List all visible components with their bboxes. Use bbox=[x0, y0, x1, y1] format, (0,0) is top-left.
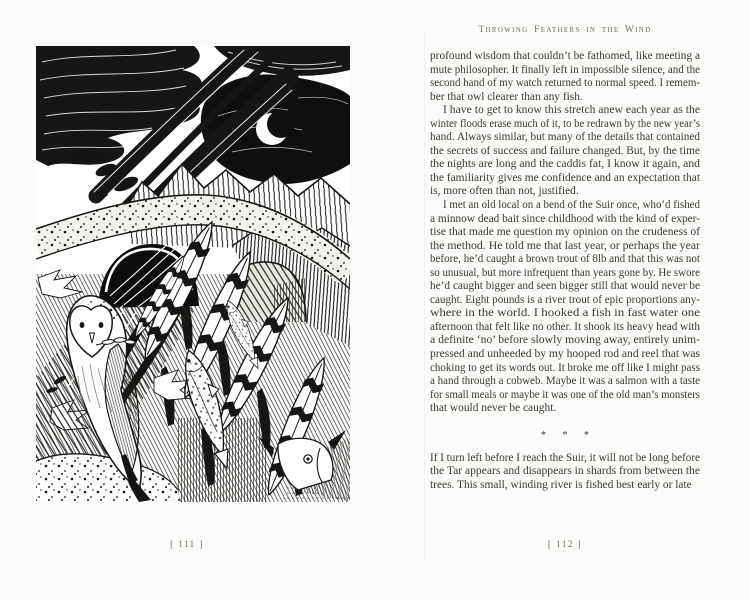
text-line: afternoon that felt like no other. It shook its heavy head with bbox=[430, 320, 700, 333]
text-line: trees. This small, winding river is fished best early or late bbox=[430, 478, 692, 491]
paragraph bbox=[430, 104, 700, 199]
text-line: the nights are long and the caddis fat, I know it again, and bbox=[430, 158, 700, 171]
text-line: before, he’d caught a brown trout of 8lb and that this was not bbox=[430, 253, 700, 266]
page-gutter bbox=[424, 30, 425, 560]
owl-eye-right bbox=[99, 322, 104, 328]
left-page-number: [ 111 ] bbox=[170, 539, 204, 549]
text-line: where in the world. I hooked a fish in fast water one bbox=[430, 307, 700, 320]
text-line: caught. Eight pounds is a river trout of epic proportions any- bbox=[430, 293, 700, 306]
left-page-illustration bbox=[36, 46, 350, 502]
text-line: a minnow dead bait since childhood with the kind of exper- bbox=[430, 212, 700, 225]
paragraph bbox=[430, 50, 700, 104]
text-line: is, more often than not, justified. bbox=[430, 185, 579, 198]
right-page-number: [ 112 ] bbox=[547, 539, 583, 549]
text-line: I met an old local on a bend of the Suir once, who’d fished bbox=[443, 199, 700, 212]
text-line: ber that owl clearer than any fish. bbox=[430, 90, 583, 103]
owl-bridge-illustration bbox=[36, 46, 350, 502]
text-line: the secrets of success and failure changed. But, by the time bbox=[430, 144, 700, 157]
text-line: a definite ‘no’ before slowly moving away, entirely unim- bbox=[430, 334, 700, 347]
text-line: winter floods erase much of it, to be redrawn by the new year’s bbox=[430, 117, 700, 130]
text-line: I have to get to know this stretch anew each year as the bbox=[443, 104, 700, 117]
text-line: he’d caught bigger and seen bigger still that would never be bbox=[430, 280, 700, 293]
text-line: the familiarity gives me confidence and an expectation that bbox=[430, 171, 700, 184]
paragraph bbox=[430, 452, 700, 493]
section-break: * * * bbox=[541, 429, 596, 441]
text-line: so unusual, but more infrequent than years gone by. He swore bbox=[430, 266, 700, 279]
text-line: the Tar appears and disappears in shards from between the bbox=[430, 465, 700, 478]
body-blocks bbox=[430, 50, 700, 492]
text-line: If I turn left before I reach the Suir, it will not be long before bbox=[430, 451, 700, 464]
text-line: that would never be caught. bbox=[430, 402, 557, 415]
text-line: hand. Always similar, but many of the details that contained bbox=[430, 131, 700, 144]
text-line: profound wisdom that couldn’t be fathomed, like meeting a bbox=[430, 50, 700, 62]
text-line: second hand of my watch returned to normal speed. I remem- bbox=[430, 77, 700, 90]
text-line: mute philosopher. It finally left in impossible silence, and the bbox=[430, 63, 700, 76]
text-line: for small meals or maybe it was one of the old man’s monsters bbox=[430, 388, 700, 401]
text-line: a hand through a cobweb. Maybe it was a salmon with a taste bbox=[430, 375, 700, 388]
body-text bbox=[430, 50, 700, 492]
owl-eye-left bbox=[80, 322, 85, 328]
text-line: pressed and unheeded by my hooped rod and reel that was bbox=[430, 348, 700, 361]
running-header: Throwing Feathers in the Wind bbox=[478, 25, 652, 35]
paragraph bbox=[430, 199, 700, 416]
text-line: choking to get its words out. It broke me off like I might pass bbox=[430, 361, 700, 374]
text-line: the method. He told me that last year, or perhaps the year bbox=[430, 239, 700, 252]
text-line: tise that made me question my opinion on the crudeness of bbox=[430, 226, 700, 239]
